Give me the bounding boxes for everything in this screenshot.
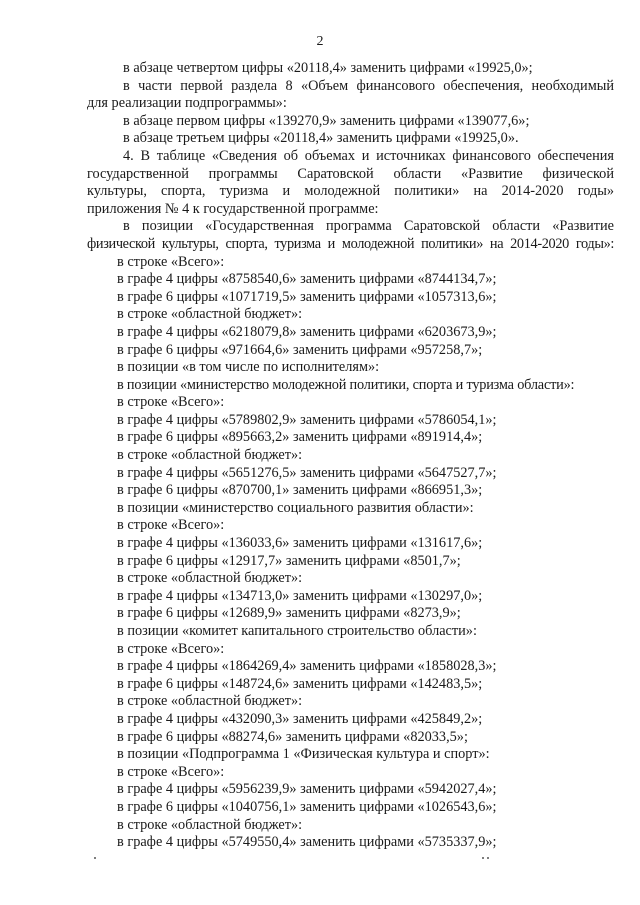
text-line: в абзаце третьем цифры «20118,4» заменить цифрами «19925,0». <box>123 130 519 147</box>
text-line: в графе 4 цифры «5789802,9» заменить цифрами «5786054,1»; <box>117 411 497 428</box>
text-line: в абзаце четвертом цифры «20118,4» заменить цифрами «19925,0»; <box>123 60 533 76</box>
text-line: в графе 4 цифры «134713,0» заменить цифрами «130297,0»; <box>117 587 483 604</box>
document-body <box>87 60 614 852</box>
text-line: 4. В таблице «Сведения об объемах и источниках финансового обеспечения <box>123 147 614 164</box>
text-line: в позиции «Государственная программа Саратовской области «Развитие <box>123 218 614 235</box>
text-line: в графе 4 цифры «8758540,6» заменить цифрами «8744134,7»; <box>117 271 497 288</box>
text-line: в позиции «комитет капитального строительство области»: <box>117 623 477 639</box>
text-line: в строке «областной бюджет»: <box>117 693 303 710</box>
text-line: в графе 4 цифры «1864269,4» заменить цифрами «1858028,3»; <box>117 658 497 675</box>
text-line: в строке «Всего»: <box>117 253 225 270</box>
text-line: в графе 6 цифры «1071719,5» заменить цифрами «1057313,6»; <box>117 288 497 305</box>
text-line: в графе 4 цифры «6218079,8» заменить цифрами «6203673,9»; <box>117 323 497 340</box>
scan-speck <box>487 857 489 859</box>
text-line: в позиции «Подпрограмма 1 «Физическая культура и спорт»: <box>117 746 490 763</box>
text-line: в графе 6 цифры «148724,6» заменить цифрами «142483,5»; <box>117 675 483 692</box>
text-line: в строке «областной бюджет»: <box>117 570 303 587</box>
text-line: в позиции «в том числе по исполнителям»: <box>117 359 380 376</box>
text-line: для реализации подпрограммы»: <box>87 95 287 112</box>
text-line: в графе 6 цифры «895663,2» заменить цифрами «891914,4»; <box>117 429 483 446</box>
text-line: в позиции «министерство социального развития области»: <box>117 499 474 516</box>
text-line: в графе 6 цифры «88274,6» заменить цифрами «82033,5»; <box>117 728 468 745</box>
text-line: в графе 4 цифры «5749550,4» заменить цифрами «5735337,9»; <box>117 834 497 851</box>
text-line: государственной программы Саратовской области «Развитие физической <box>87 165 614 182</box>
text-line: культуры, спорта, туризма и молодежной политики» на 2014-2020 годы» <box>87 183 614 200</box>
text-line: в графе 4 цифры «5651276,5» заменить цифрами «5647527,7»; <box>117 464 497 481</box>
text-line: в графе 4 цифры «5956239,9» заменить цифрами «5942027,4»; <box>117 781 497 798</box>
text-line: в части первой раздела 8 «Объем финансового обеспечения, необходимый <box>123 77 614 94</box>
scan-speck <box>94 857 96 859</box>
text-line: в строке «Всего»: <box>117 394 225 411</box>
text-line: в графе 6 цифры «870700,1» заменить цифрами «866951,3»; <box>117 482 483 499</box>
text-line: в строке «Всего»: <box>117 640 225 657</box>
text-line: в графе 4 цифры «432090,3» заменить цифрами «425849,2»; <box>117 710 483 727</box>
text-line: в графе 6 цифры «971664,6» заменить цифрами «957258,7»; <box>117 341 483 358</box>
scan-speck <box>482 857 484 859</box>
text-line: в строке «областной бюджет»: <box>117 816 303 833</box>
text-line: физической культуры, спорта, туризма и молодежной политики» на 2014-2020 годы»: <box>87 235 614 252</box>
text-line: в графе 6 цифры «12917,7» заменить цифрами «8501,7»; <box>117 552 461 569</box>
page-number: 2 <box>316 34 324 49</box>
text-line: в позиции «министерство молодежной политики, спорта и туризма области»: <box>117 376 575 393</box>
text-line: в строке «Всего»: <box>117 763 225 780</box>
text-line: в графе 4 цифры «136033,6» заменить цифрами «131617,6»; <box>117 535 483 552</box>
text-line: в строке «Всего»: <box>117 517 225 534</box>
text-line: в строке «областной бюджет»: <box>117 447 303 464</box>
text-line: в абзаце первом цифры «139270,9» заменить цифрами «139077,6»; <box>123 112 530 129</box>
text-line: в строке «областной бюджет»: <box>117 306 303 323</box>
text-line: приложения № 4 к государственной программе: <box>87 200 379 217</box>
text-line: в графе 6 цифры «1040756,1» заменить цифрами «1026543,6»; <box>117 798 497 815</box>
text-line: в графе 6 цифры «12689,9» заменить цифрами «8273,9»; <box>117 605 461 622</box>
